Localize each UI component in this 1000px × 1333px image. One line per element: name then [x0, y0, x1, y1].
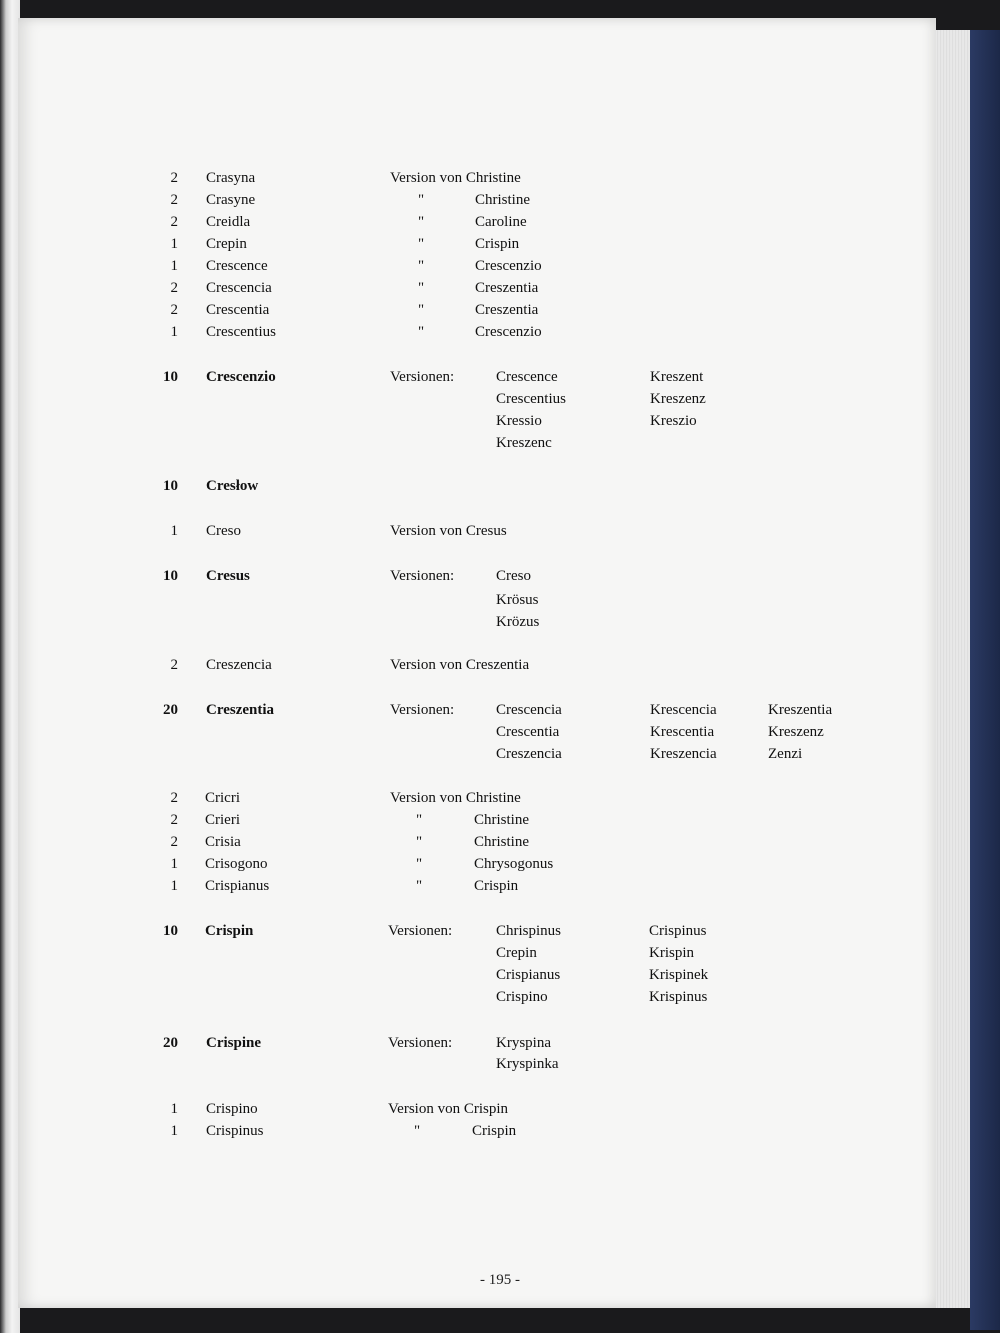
entry-relation: ": [416, 812, 423, 828]
entry-count: 10: [163, 369, 178, 385]
index-entry: [0, 277, 1000, 299]
entry-name: Crasyna: [206, 170, 256, 186]
entry-relation: Version von Crispin: [388, 1101, 508, 1117]
entry-name: Crescentius: [206, 324, 276, 340]
entry-variant-2: Krispinus: [649, 989, 708, 1005]
index-entry: [0, 321, 1000, 343]
entry-variant-1: Kressio: [496, 413, 542, 429]
entry-count: 2: [170, 192, 178, 208]
entry-name: Crepin: [206, 236, 247, 252]
index-entry: [0, 831, 1000, 853]
entry-count: 1: [170, 236, 178, 252]
entry-relation: ": [418, 280, 425, 296]
entry-variant-3: Zenzi: [768, 746, 803, 762]
index-entry: [0, 255, 1000, 277]
index-entry: [0, 388, 1000, 410]
entry-variant-1: Crispin: [472, 1123, 517, 1139]
entry-count: 2: [170, 834, 178, 850]
index-entry-heading: [0, 565, 1000, 587]
entry-variant-2: Krispinek: [649, 967, 709, 983]
entry-count: 2: [170, 214, 178, 230]
entry-name: Crisogono: [205, 856, 268, 872]
entry-variant-1: Christine: [474, 812, 529, 828]
index-entry: [0, 211, 1000, 233]
entry-variant-1: Crescentius: [496, 391, 566, 407]
index-entry: [0, 233, 1000, 255]
entry-variant-1: Creso: [496, 568, 531, 584]
entry-name: Creszencia: [206, 657, 272, 673]
entry-name: Crescenzio: [206, 369, 276, 385]
entry-name: Cresłow: [206, 478, 259, 494]
entry-variant-1: Chrysogonus: [474, 856, 554, 872]
entry-count: 10: [163, 568, 178, 584]
index-entry: [0, 743, 1000, 765]
index-entry: [0, 189, 1000, 211]
index-entry: [0, 654, 1000, 676]
entry-count: 2: [170, 657, 178, 673]
entry-count: 1: [170, 878, 178, 894]
entry-name: Creso: [206, 523, 241, 539]
index-entry: [0, 432, 1000, 454]
entry-count: 1: [170, 856, 178, 872]
entry-variant-1: Kreszenc: [496, 435, 552, 451]
entry-relation: ": [416, 834, 423, 850]
entry-variant-1: Krözus: [496, 614, 540, 630]
page-number: - 195 -: [480, 1272, 520, 1288]
index-entry: [0, 986, 1000, 1008]
entry-variant-1: Creszentia: [475, 280, 539, 296]
index-entry: [0, 589, 1000, 611]
entry-variant-1: Crispin: [475, 236, 520, 252]
entry-relation: Versionen:: [388, 923, 453, 939]
entry-relation: Versionen:: [390, 568, 455, 584]
index-entry: [0, 1098, 1000, 1120]
entry-relation: ": [416, 856, 423, 872]
entry-count: 20: [163, 1035, 178, 1051]
entry-relation: ": [418, 214, 425, 230]
entry-variant-2: Crispinus: [649, 923, 707, 939]
index-entry: [0, 520, 1000, 542]
index-entry: [0, 1053, 1000, 1075]
entry-name: Crispine: [206, 1035, 262, 1051]
entry-relation: Version von Cresus: [390, 523, 507, 539]
entry-name: Crasyne: [206, 192, 256, 208]
index-entry-heading: [0, 920, 1000, 942]
entry-name: Crescencia: [206, 280, 272, 296]
entry-relation: ": [418, 324, 425, 340]
entry-count: 10: [163, 478, 178, 494]
entry-name: Crieri: [205, 812, 240, 828]
entry-relation: ": [418, 236, 425, 252]
entry-count: 2: [170, 790, 178, 806]
entry-variant-1: Crispianus: [496, 967, 561, 983]
entry-variant-2: Kreszencia: [650, 746, 717, 762]
entry-variant-1: Kryspinka: [496, 1056, 559, 1072]
entry-name: Creszentia: [206, 702, 275, 718]
entry-variant-3: Kreszenz: [768, 724, 824, 740]
entry-relation: ": [416, 878, 423, 894]
entry-name: Crispianus: [205, 878, 270, 894]
index-entry: [0, 875, 1000, 897]
entry-name: Crisia: [205, 834, 241, 850]
entry-name: Crispino: [206, 1101, 258, 1117]
entry-variant-1: Crispino: [496, 989, 548, 1005]
entry-variant-2: Kreszenz: [650, 391, 706, 407]
index-entry-heading: [0, 699, 1000, 721]
entry-variant-1: Crispin: [474, 878, 519, 894]
entry-relation: Version von Creszentia: [390, 657, 530, 673]
entry-relation: Version von Christine: [390, 790, 521, 806]
index-entry: [0, 787, 1000, 809]
entry-count: 2: [170, 170, 178, 186]
entry-relation: Versionen:: [390, 702, 455, 718]
entry-name: Crispin: [205, 923, 254, 939]
entry-variant-1: Creszencia: [496, 746, 562, 762]
index-entry: [0, 611, 1000, 633]
entry-variant-2: Krescentia: [650, 724, 715, 740]
entry-variant-3: Kreszentia: [768, 702, 833, 718]
entry-variant-2: Krispin: [649, 945, 694, 961]
entry-name: Crescence: [206, 258, 268, 274]
entry-variant-1: Crescentia: [496, 724, 560, 740]
index-entry-heading: [0, 1032, 1000, 1054]
entry-count: 1: [170, 1101, 178, 1117]
entry-variant-1: Kryspina: [496, 1035, 551, 1051]
entry-variant-1: Crepin: [496, 945, 537, 961]
entry-name: Creidla: [206, 214, 251, 230]
entry-variant-1: Crescence: [496, 369, 558, 385]
index-entry: [0, 853, 1000, 875]
entry-variant-2: Kreszio: [650, 413, 697, 429]
index-entry: [0, 721, 1000, 743]
index-entry: [0, 809, 1000, 831]
entry-variant-1: Christine: [475, 192, 530, 208]
entry-variant-2: Kreszent: [650, 369, 704, 385]
entry-count: 20: [163, 702, 178, 718]
entry-count: 1: [170, 258, 178, 274]
entry-relation: ": [418, 302, 425, 318]
entry-relation: ": [418, 192, 425, 208]
entry-variant-1: Crescenzio: [475, 324, 542, 340]
index-entry: [0, 964, 1000, 986]
entry-variant-1: Crescencia: [496, 702, 562, 718]
entry-relation: Version von Christine: [390, 170, 521, 186]
entry-count: 2: [170, 302, 178, 318]
entry-variant-1: Christine: [474, 834, 529, 850]
entry-name: Crescentia: [206, 302, 270, 318]
entry-variant-1: Chrispinus: [496, 923, 562, 939]
entry-variant-1: Crescenzio: [475, 258, 542, 274]
index-entry: [0, 942, 1000, 964]
index-entry-heading: [0, 475, 1000, 497]
entry-name: Cricri: [205, 790, 240, 806]
entry-name: Crispinus: [206, 1123, 264, 1139]
index-entry-heading: [0, 366, 1000, 388]
entry-variant-1: Creszentia: [475, 302, 539, 318]
entry-variant-2: Krescencia: [650, 702, 717, 718]
entry-variant-1: Krösus: [496, 592, 539, 608]
entry-count: 10: [163, 923, 178, 939]
entry-relation: ": [414, 1123, 421, 1139]
entry-variant-1: Caroline: [475, 214, 527, 230]
entry-count: 1: [170, 523, 178, 539]
index-entry: [0, 299, 1000, 321]
index-entry: [0, 410, 1000, 432]
entry-relation: Versionen:: [388, 1035, 453, 1051]
entry-relation: Versionen:: [390, 369, 455, 385]
entry-count: 2: [170, 280, 178, 296]
entry-relation: ": [418, 258, 425, 274]
entry-count: 2: [170, 812, 178, 828]
index-entry: [0, 167, 1000, 189]
entry-count: 1: [170, 324, 178, 340]
entry-name: Cresus: [206, 568, 250, 584]
entry-count: 1: [170, 1123, 178, 1139]
index-entry: [0, 1120, 1000, 1142]
